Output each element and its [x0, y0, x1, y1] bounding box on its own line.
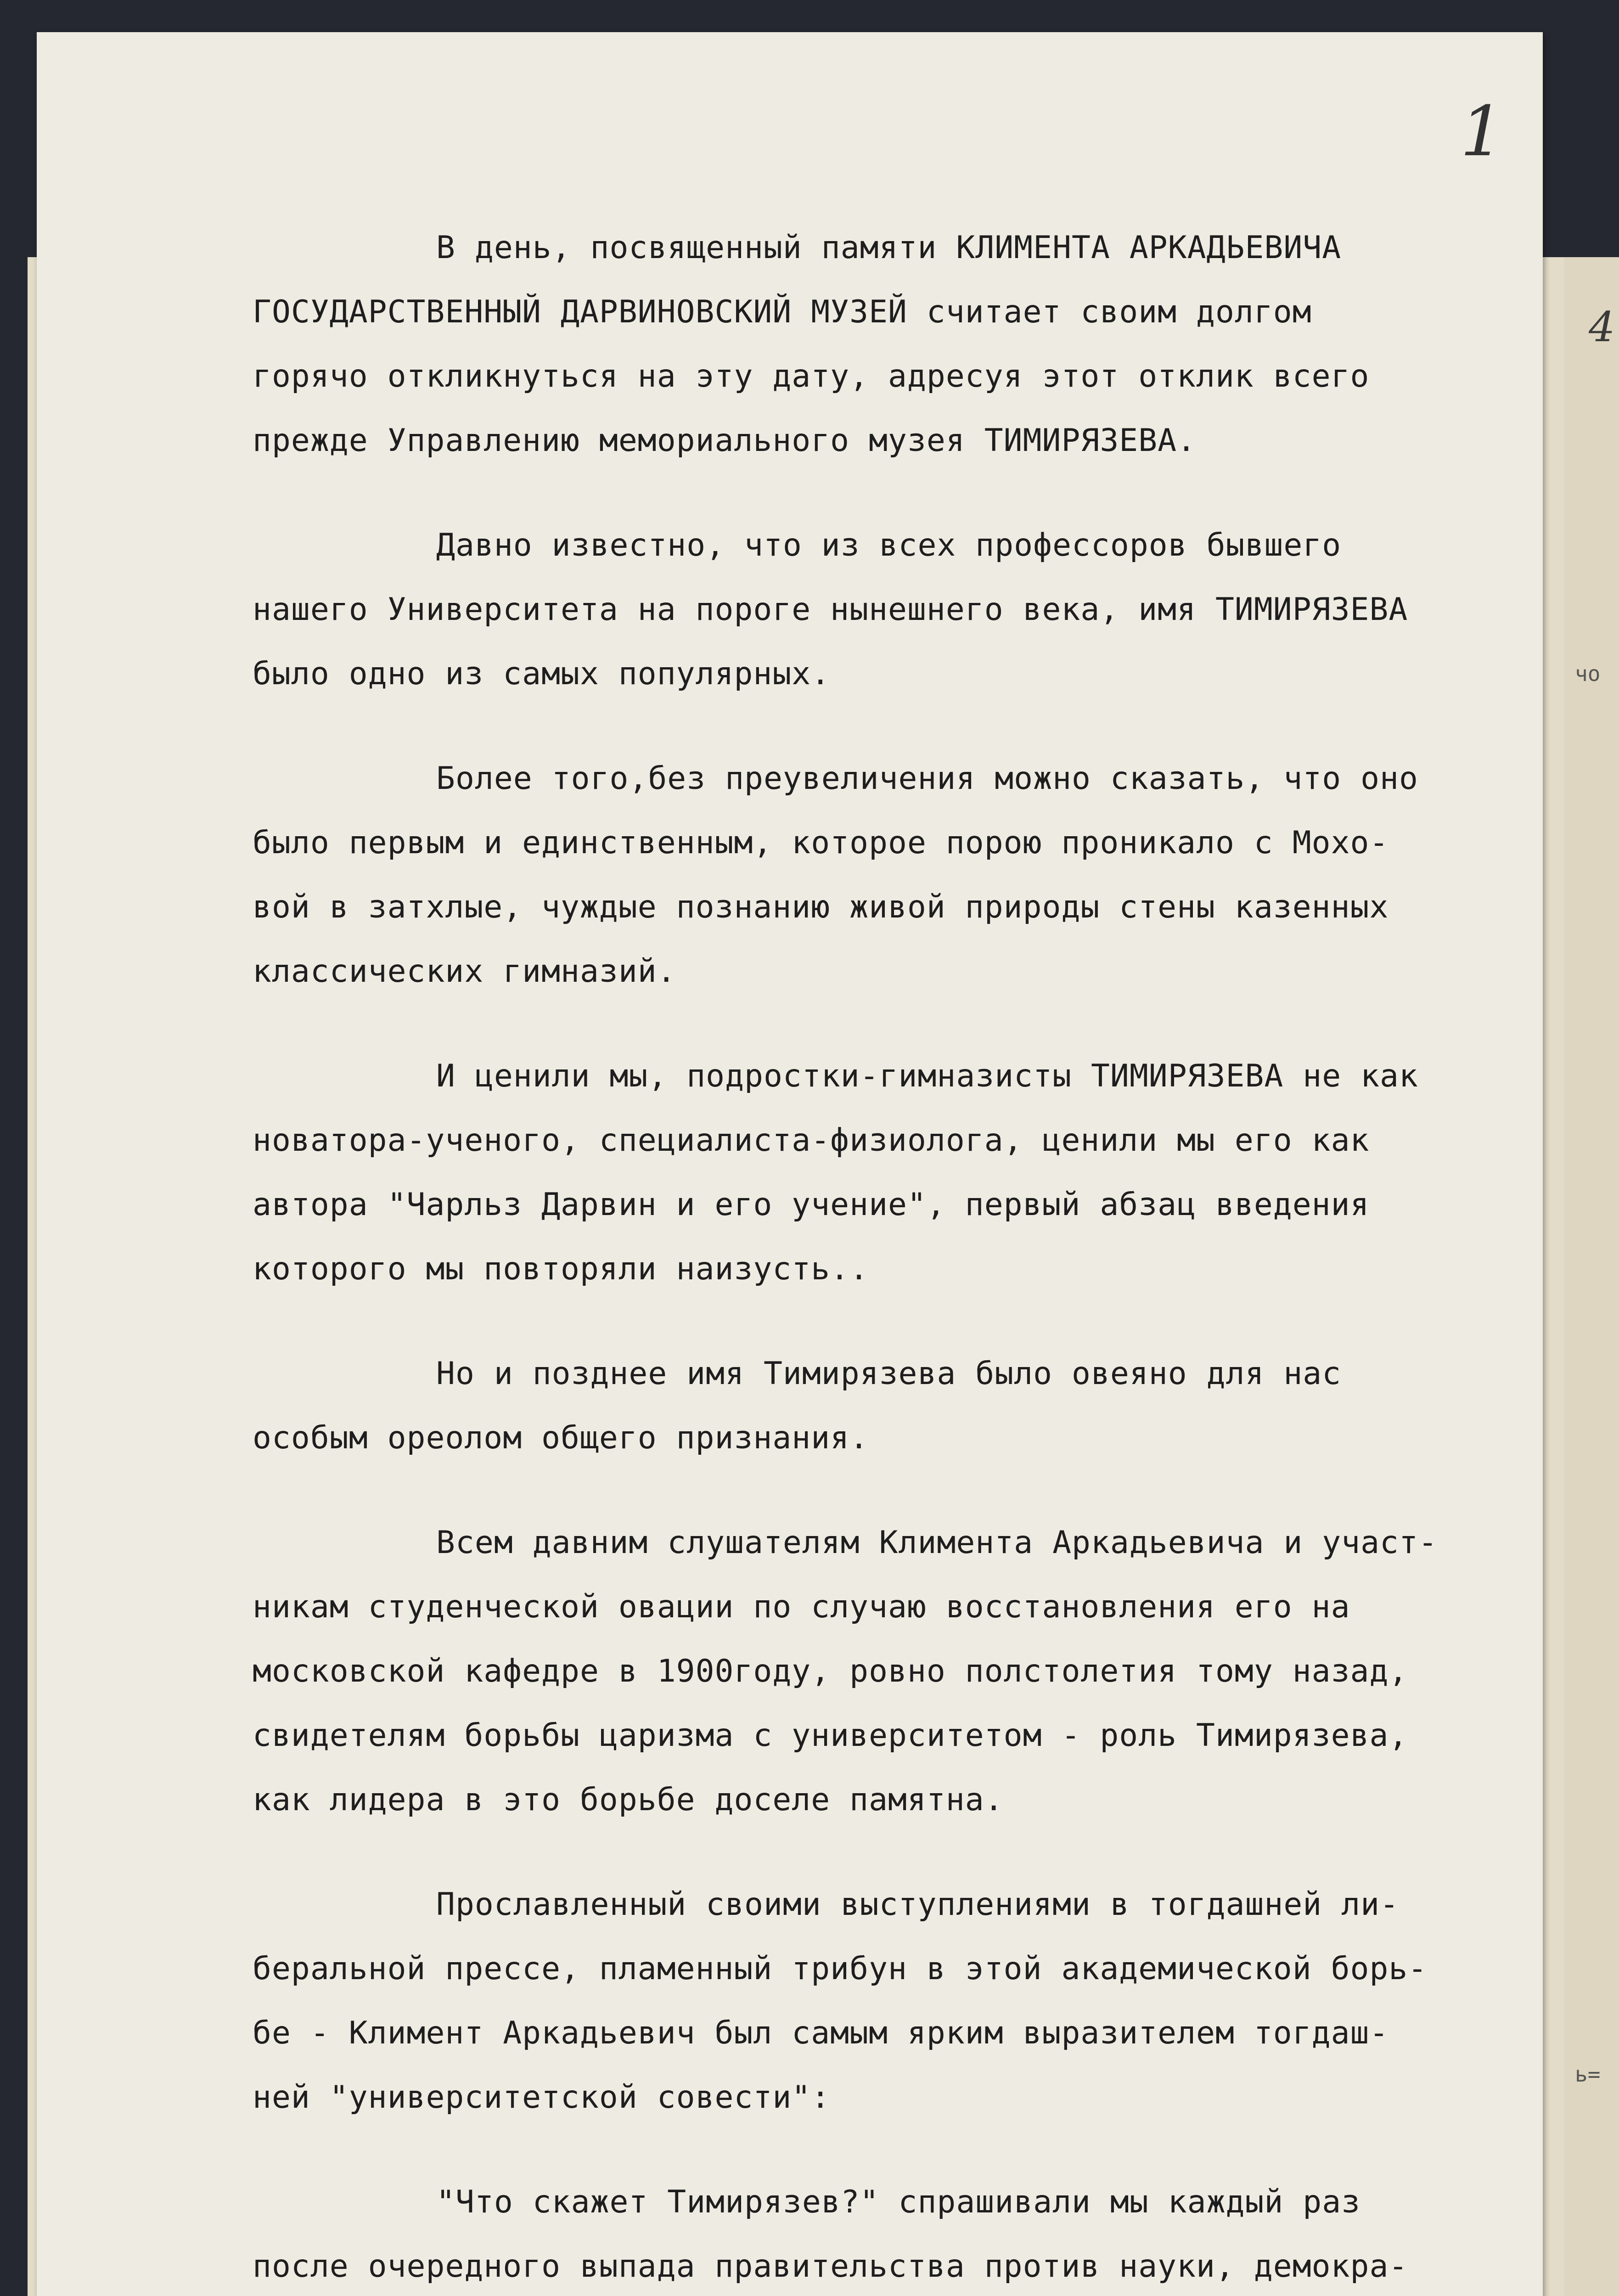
text-line: после очередного выпада правительства против науки, демокра-	[253, 2248, 1408, 2285]
text-line: автора "Чарльз Дарвин и его учение", первый абзац введения	[253, 1187, 1370, 1223]
text-line: Более того,без преувеличения можно сказать, что оно	[436, 760, 1418, 797]
page-number: 1	[1460, 92, 1504, 172]
text-line: ГОСУДАРСТВЕННЫЙ ДАРВИНОВСКИЙ МУЗЕЙ считает своим долгом	[253, 294, 1312, 330]
document-body	[253, 216, 1547, 2296]
paragraph	[253, 216, 1547, 473]
text-line: особым ореолом общего признания.	[253, 1420, 869, 1456]
paragraph	[253, 513, 1547, 706]
paragraph	[253, 1873, 1547, 2130]
text-line: вой в затхлые, чуждые познанию живой природы стены казенных	[253, 889, 1389, 925]
text-line: бе - Климент Аркадьевич был самым ярким выразителем тогдаш-	[253, 2015, 1389, 2051]
text-line: горячо откликнуться на эту дату, адресуя этот отклик всего	[253, 358, 1370, 394]
text-line: прежде Управлению мемориального музея ТИМИРЯЗЕВА.	[253, 422, 1197, 459]
text-line: И ценили мы, подростки-гимназисты ТИМИРЯЗЕВА не как	[436, 1058, 1418, 1094]
paragraph	[253, 2170, 1547, 2296]
typewritten-page	[37, 32, 1543, 2296]
underlying-text-fragment: чо	[1575, 661, 1601, 686]
text-line: московской кафедре в 1900году, ровно полстолетия тому назад,	[253, 1653, 1408, 1689]
text-line: классических гимназий.	[253, 953, 676, 990]
text-line: ней "университетской совести":	[253, 2079, 831, 2116]
paragraph	[253, 1044, 1547, 1301]
text-line: новатора-ученого, специалиста-физиолога, ценили мы его как	[253, 1122, 1370, 1159]
text-line: беральной прессе, пламенный трибун в этой академической борь-	[253, 1951, 1428, 1987]
paragraph	[253, 1511, 1547, 1832]
paragraph	[253, 1342, 1547, 1470]
paragraph	[253, 747, 1547, 1004]
text-line: Давно известно, что из всех профессоров бывшего	[436, 527, 1342, 563]
text-line: как лидера в это борьбе доселе памятна.	[253, 1782, 1004, 1818]
text-line: Но и позднее имя Тимирязева было овеяно для нас	[436, 1356, 1342, 1392]
text-line: было одно из самых популярных.	[253, 656, 831, 692]
text-line: Всем давним слушателям Климента Аркадьевича и участ-	[436, 1525, 1438, 1561]
text-line: нашего Университета на пороге нынешнего века, имя ТИМИРЯЗЕВА	[253, 591, 1408, 628]
underlying-page-number: 4	[1589, 303, 1615, 351]
underlying-text-fragment: ь=	[1575, 2062, 1601, 2087]
text-line: Прославленный своими выступлениями в тогдашней ли-	[436, 1886, 1399, 1923]
text-line: никам студенческой овации по случаю восстановления его на	[253, 1589, 1350, 1625]
text-line: свидетелям борьбы царизма с университетом - роль Тимирязева,	[253, 1717, 1408, 1754]
text-line: "Что скажет Тимирязев?" спрашивали мы каждый раз	[436, 2184, 1361, 2220]
text-line: В день, посвященный памяти КЛИМЕНТА АРКАДЬЕВИЧА	[436, 230, 1342, 266]
text-line: было первым и единственным, которое порою проникало с Мохо-	[253, 825, 1389, 861]
underlying-sheet-edge	[1564, 257, 1619, 2296]
text-line: которого мы повторяли наизусть..	[253, 1251, 869, 1287]
